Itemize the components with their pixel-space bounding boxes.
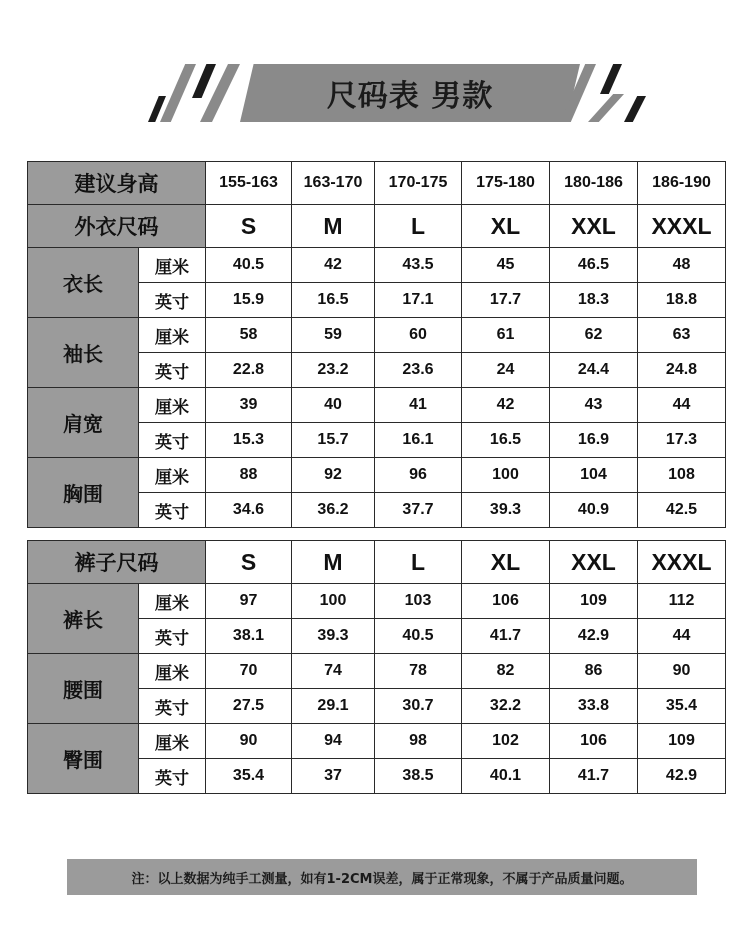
value-cell: 96 (375, 458, 462, 493)
value-cell: 40.5 (206, 248, 292, 283)
height-cell: 175-180 (462, 162, 550, 205)
height-row (28, 162, 726, 205)
value-cell: 112 (638, 584, 726, 619)
height-cell: 163-170 (292, 162, 375, 205)
value-cell: 16.9 (550, 423, 638, 458)
value-cell: 15.9 (206, 283, 292, 318)
top-size-table (27, 161, 726, 528)
value-cell: 108 (638, 458, 726, 493)
measure-name: 衣长 (28, 248, 139, 318)
value-cell: 94 (292, 724, 375, 759)
value-cell: 34.6 (206, 493, 292, 528)
value-cell: 37.7 (375, 493, 462, 528)
top-size-label: 外衣尺码 (28, 205, 206, 248)
height-label: 建议身高 (28, 162, 206, 205)
measure-name: 腰围 (28, 654, 139, 724)
value-cell: 45 (462, 248, 550, 283)
height-cell: 186-190 (638, 162, 726, 205)
value-cell: 44 (638, 388, 726, 423)
value-cell: 70 (206, 654, 292, 689)
value-cell: 39.3 (462, 493, 550, 528)
measure-name: 裤长 (28, 584, 139, 654)
value-cell: 42.9 (638, 759, 726, 794)
right-stripe-grey-2 (588, 94, 624, 122)
unit-cm-label: 厘米 (139, 318, 206, 353)
value-cell: 42 (292, 248, 375, 283)
value-cell: 42.9 (550, 619, 638, 654)
value-cell: 41.7 (462, 619, 550, 654)
size-cell: XXL (550, 205, 638, 248)
value-cell: 106 (462, 584, 550, 619)
value-cell: 58 (206, 318, 292, 353)
value-cell: 24 (462, 353, 550, 388)
value-cell: 41.7 (550, 759, 638, 794)
value-cell: 24.4 (550, 353, 638, 388)
unit-in-label: 英寸 (139, 283, 206, 318)
size-cell: M (292, 205, 375, 248)
size-cell: XXL (550, 541, 638, 584)
value-cell: 86 (550, 654, 638, 689)
size-cell: L (375, 541, 462, 584)
value-cell: 36.2 (292, 493, 375, 528)
value-cell: 17.7 (462, 283, 550, 318)
pants-size-label: 裤子尺码 (28, 541, 206, 584)
value-cell: 39.3 (292, 619, 375, 654)
value-cell: 37 (292, 759, 375, 794)
right-stripe-dark-2 (624, 96, 646, 122)
value-cell: 92 (292, 458, 375, 493)
value-cell: 104 (550, 458, 638, 493)
unit-in-label: 英寸 (139, 493, 206, 528)
height-cell: 155-163 (206, 162, 292, 205)
measure-name: 肩宽 (28, 388, 139, 458)
value-cell: 44 (638, 619, 726, 654)
unit-cm-label: 厘米 (139, 458, 206, 493)
size-row (28, 541, 726, 584)
value-cell: 40.9 (550, 493, 638, 528)
unit-in-label: 英寸 (139, 689, 206, 724)
value-cell: 33.8 (550, 689, 638, 724)
size-cell: XL (462, 205, 550, 248)
value-cell: 60 (375, 318, 462, 353)
value-cell: 24.8 (638, 353, 726, 388)
size-cell: XXXL (638, 205, 726, 248)
value-cell: 43.5 (375, 248, 462, 283)
unit-cm-label: 厘米 (139, 248, 206, 283)
measure-row-cm (28, 584, 726, 619)
value-cell: 106 (550, 724, 638, 759)
value-cell: 30.7 (375, 689, 462, 724)
value-cell: 109 (550, 584, 638, 619)
value-cell: 59 (292, 318, 375, 353)
value-cell: 97 (206, 584, 292, 619)
value-cell: 90 (206, 724, 292, 759)
size-row (28, 205, 726, 248)
value-cell: 43 (550, 388, 638, 423)
left-stripe-dark-2 (192, 64, 216, 98)
value-cell: 41 (375, 388, 462, 423)
left-stripe-grey (160, 64, 196, 122)
size-cell: S (206, 541, 292, 584)
value-cell: 40 (292, 388, 375, 423)
measure-row-cm (28, 724, 726, 759)
value-cell: 109 (638, 724, 726, 759)
measure-row-cm (28, 388, 726, 423)
measure-name: 臀围 (28, 724, 139, 794)
size-cell: S (206, 205, 292, 248)
value-cell: 23.6 (375, 353, 462, 388)
size-cell: XL (462, 541, 550, 584)
value-cell: 16.5 (292, 283, 375, 318)
value-cell: 38.1 (206, 619, 292, 654)
value-cell: 90 (638, 654, 726, 689)
unit-cm-label: 厘米 (139, 654, 206, 689)
value-cell: 35.4 (206, 759, 292, 794)
value-cell: 82 (462, 654, 550, 689)
value-cell: 61 (462, 318, 550, 353)
value-cell: 17.1 (375, 283, 462, 318)
size-cell: L (375, 205, 462, 248)
value-cell: 88 (206, 458, 292, 493)
size-cell: XXXL (638, 541, 726, 584)
value-cell: 22.8 (206, 353, 292, 388)
value-cell: 32.2 (462, 689, 550, 724)
measure-row-cm (28, 458, 726, 493)
value-cell: 42.5 (638, 493, 726, 528)
value-cell: 40.1 (462, 759, 550, 794)
measure-name: 胸围 (28, 458, 139, 528)
unit-cm-label: 厘米 (139, 388, 206, 423)
unit-cm-label: 厘米 (139, 724, 206, 759)
value-cell: 23.2 (292, 353, 375, 388)
unit-in-label: 英寸 (139, 353, 206, 388)
value-cell: 29.1 (292, 689, 375, 724)
value-cell: 39 (206, 388, 292, 423)
value-cell: 16.1 (375, 423, 462, 458)
value-cell: 46.5 (550, 248, 638, 283)
value-cell: 16.5 (462, 423, 550, 458)
measure-row-cm (28, 654, 726, 689)
measure-row-cm (28, 318, 726, 353)
measure-row-cm (28, 248, 726, 283)
value-cell: 15.3 (206, 423, 292, 458)
value-cell: 78 (375, 654, 462, 689)
value-cell: 18.3 (550, 283, 638, 318)
size-cell: M (292, 541, 375, 584)
page-title: 尺码表 男款 (326, 79, 494, 114)
value-cell: 102 (462, 724, 550, 759)
footnote: 注：以上数据为纯手工测量，如有1-2CM误差，属于正常现象，不属于产品质量问题。 (67, 859, 697, 895)
value-cell: 62 (550, 318, 638, 353)
value-cell: 17.3 (638, 423, 726, 458)
value-cell: 40.5 (375, 619, 462, 654)
unit-in-label: 英寸 (139, 759, 206, 794)
value-cell: 18.8 (638, 283, 726, 318)
value-cell: 48 (638, 248, 726, 283)
value-cell: 63 (638, 318, 726, 353)
pants-size-table (27, 540, 726, 794)
value-cell: 35.4 (638, 689, 726, 724)
height-cell: 180-186 (550, 162, 638, 205)
value-cell: 100 (462, 458, 550, 493)
value-cell: 27.5 (206, 689, 292, 724)
unit-in-label: 英寸 (139, 619, 206, 654)
value-cell: 42 (462, 388, 550, 423)
height-cell: 170-175 (375, 162, 462, 205)
value-cell: 100 (292, 584, 375, 619)
right-stripe-dark-1 (600, 64, 622, 94)
value-cell: 15.7 (292, 423, 375, 458)
unit-in-label: 英寸 (139, 423, 206, 458)
value-cell: 98 (375, 724, 462, 759)
value-cell: 103 (375, 584, 462, 619)
unit-cm-label: 厘米 (139, 584, 206, 619)
value-cell: 74 (292, 654, 375, 689)
measure-name: 袖长 (28, 318, 139, 388)
value-cell: 38.5 (375, 759, 462, 794)
